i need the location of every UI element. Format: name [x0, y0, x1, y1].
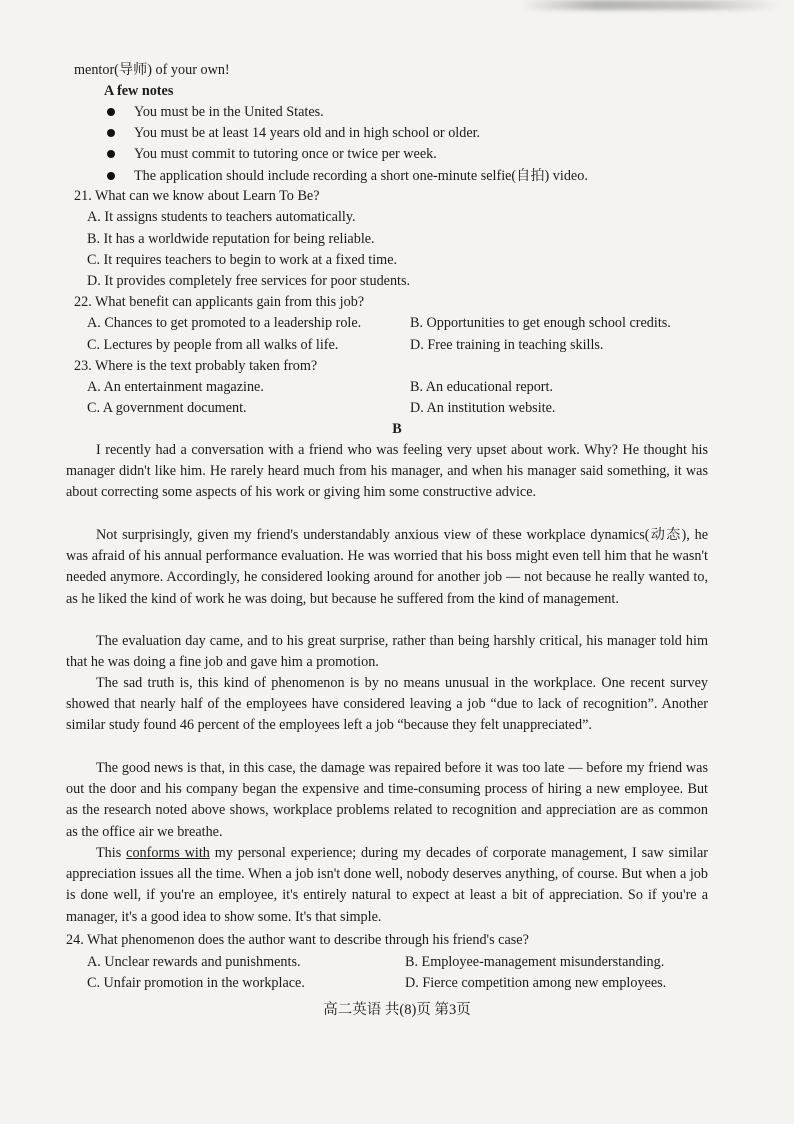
- q22-option-c: C. Lectures by people from all walks of life.: [87, 337, 339, 353]
- bullet-icon: [107, 129, 115, 137]
- q22-option-a: A. Chances to get promoted to a leadership role.: [87, 315, 362, 331]
- q23-option-a: A. An entertainment magazine.: [87, 379, 264, 395]
- note-item: You must be in the United States.: [134, 104, 324, 120]
- notes-heading: A few notes: [104, 83, 174, 99]
- note-item: The application should include recording a short one-minute selfie(自拍) video.: [134, 168, 588, 184]
- passage-paragraph: The sad truth is, this kind of phenomenon is by no means unusual in the workplace. One recent survey showed that nearly half of the employees have considered leaving a job “due to lack of recognition”. Another similar study found 46 percent of the employees left a job “because they felt unappreciated”.: [66, 675, 708, 734]
- note-item: You must commit to tutoring once or twice per week.: [134, 146, 437, 162]
- q24-option-c: C. Unfair promotion in the workplace.: [87, 975, 305, 991]
- underlined-phrase: conforms with: [126, 845, 210, 861]
- passage-paragraph: I recently had a conversation with a friend who was feeling very upset about work. Why? He thought his manager didn't like him. He rarely heard much from his manager, and when his manager said something, it was about correcting some aspects of his work or giving him some constructive advice.: [66, 442, 708, 501]
- q23-option-b: B. An educational report.: [410, 379, 554, 395]
- q21-option-c: C. It requires teachers to begin to work at a fixed time.: [87, 252, 398, 268]
- page-footer: 高二英语 共(8)页 第3页: [323, 1002, 471, 1018]
- bullet-icon: [107, 108, 115, 116]
- q21-option-b: B. It has a worldwide reputation for being reliable.: [87, 231, 375, 247]
- bullet-icon: [107, 150, 115, 158]
- q22-option-d: D. Free training in teaching skills.: [410, 337, 604, 353]
- q24-option-b: B. Employee-management misunderstanding.: [405, 954, 665, 970]
- scan-smudge: [520, 0, 780, 10]
- q24-option-a: A. Unclear rewards and punishments.: [87, 954, 301, 970]
- q21-option-d: D. It provides completely free services for poor students.: [87, 273, 411, 289]
- q23-option-d: D. An institution website.: [410, 400, 556, 416]
- question-23-stem: 23. Where is the text probably taken from?: [74, 358, 318, 374]
- question-24-stem: 24. What phenomenon does the author want to describe through his friend's case?: [66, 932, 529, 948]
- section-b-label: B: [392, 421, 402, 437]
- bullet-icon: [107, 172, 115, 180]
- passage-paragraph: The good news is that, in this case, the damage was repaired before it was too late — before my friend was out the door and his company began the expensive and time-consuming process of hiring a new employee. But as the research noted above shows, workplace problems related to recognition and appreciation are as common as the office air we breathe.: [66, 760, 708, 840]
- q22-option-b: B. Opportunities to get enough school credits.: [410, 315, 671, 331]
- passage-paragraph: Not surprisingly, given my friend's understandably anxious view of these workplace dynamics(动态), he was afraid of his annual performance evaluation. He was worried that his boss might even tell him that he wasn't needed anymore. Accordingly, he considered looking around for another job — not because he really wanted to, as he liked the kind of work he was doing, but because he suffered from the kind of management.: [66, 527, 708, 607]
- passage-paragraph: The evaluation day came, and to his great surprise, rather than being harshly critical, his manager told him that he was doing a fine job and gave him a promotion.: [66, 633, 708, 671]
- q23-option-c: C. A government document.: [87, 400, 247, 416]
- intro-tail: mentor(导师) of your own!: [74, 62, 230, 78]
- q24-option-d: D. Fierce competition among new employees.: [405, 975, 667, 991]
- q21-option-a: A. It assigns students to teachers automatically.: [87, 209, 356, 225]
- passage-paragraph: This conforms with my personal experience; during my decades of corporate management, I saw similar appreciation issues all the time. When a job isn't done well, nobody deserves anything, of course. But when a job is done well, if you're an employee, it's entirely natural to expect at least a bit of appreciation. So if you're a manager, it's a good idea to show some. It's that simple.: [66, 845, 708, 925]
- note-item: You must be at least 14 years old and in high school or older.: [134, 125, 481, 141]
- question-22-stem: 22. What benefit can applicants gain from this job?: [74, 294, 365, 310]
- question-21-stem: 21. What can we know about Learn To Be?: [74, 188, 320, 204]
